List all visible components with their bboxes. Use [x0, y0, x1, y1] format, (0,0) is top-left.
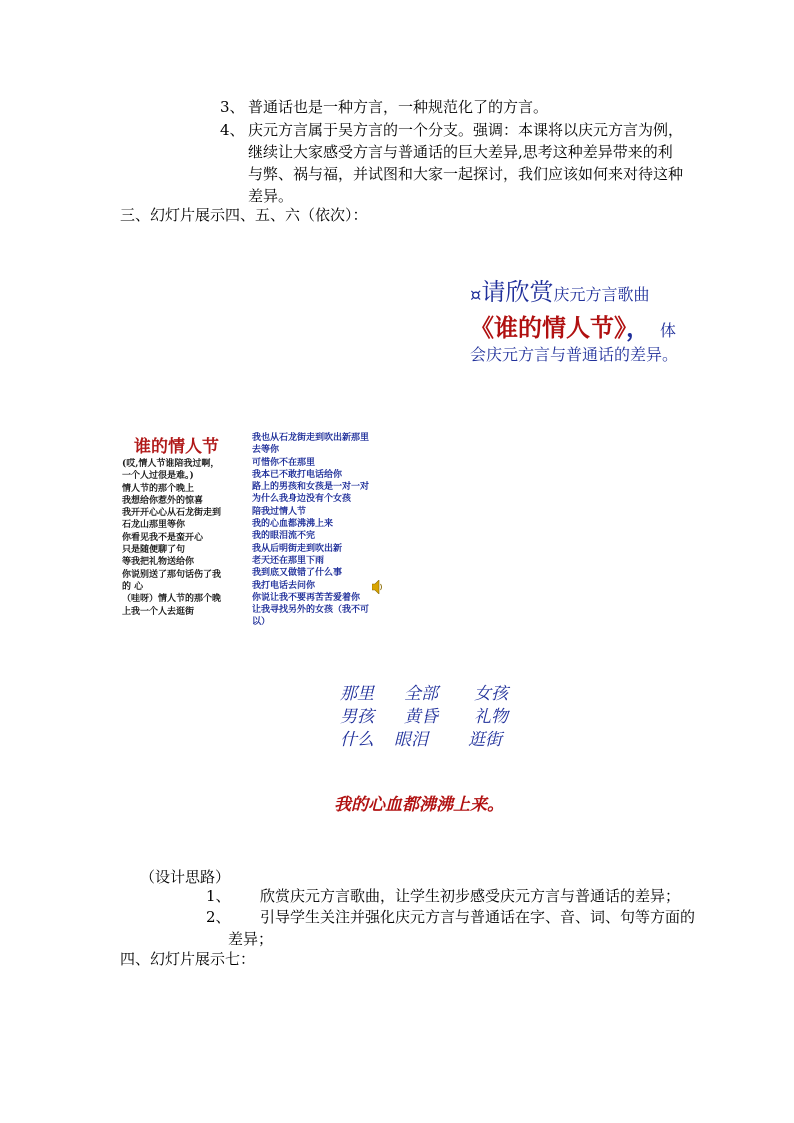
design-item-2-text: 引导学生关注并强化庆元方言与普通话在字、音、词、句等方面的 — [260, 908, 696, 926]
lyrics-left-column — [122, 458, 246, 618]
lyric-line: (哎,情人节谁陪我过啊， — [122, 459, 220, 469]
item-4-text-line-4: 差异。 — [248, 187, 294, 205]
lyric-line: 我到底又做错了什么事 — [252, 568, 343, 579]
lyric-line: 陪我过情人节 — [252, 506, 307, 517]
lyric-line: 去等你 — [252, 445, 280, 456]
slide-intro-lead-small: 庆元方言歌曲 — [553, 285, 650, 304]
slide-intro-lead: 请欣赏 — [481, 278, 554, 306]
lyrics-right-column — [252, 432, 402, 629]
song-title: 《谁的情人节》 — [470, 313, 626, 342]
lyric-line: 以） — [252, 617, 271, 628]
design-item-2 — [206, 906, 695, 928]
lyric-line: 我从后明街走到吹出新 — [252, 543, 343, 554]
lyric-line: 一个人过很是难。) — [122, 471, 194, 482]
speaker-icon[interactable] — [372, 580, 384, 594]
lyric-line: 我也从石龙街走到吹出新那里 — [252, 433, 370, 443]
lyric-line: 我的眼泪流不完 — [252, 531, 316, 542]
keyword-row-2 — [0, 705, 794, 729]
keyword-row-1 — [0, 682, 794, 706]
design-item-2-cont: 差异； — [228, 930, 274, 948]
design-item-1-text: 欣赏庆元方言歌曲，让学生初步感受庆元方言与普通话的差异； — [260, 887, 681, 905]
item-4-number: 4、 — [220, 121, 245, 139]
lyric-line: 老天还在那里下雨 — [252, 555, 325, 566]
lyric-line: 可惜你不在那里 — [252, 457, 316, 468]
item-3-number: 3、 — [220, 98, 245, 116]
keyword: 眼泪 — [394, 730, 428, 750]
lyric-line: 等我把礼物送给你 — [122, 557, 195, 568]
bullet-icon: ¤ — [470, 284, 482, 306]
lyric-line: 我开开心心从石龙街走到 — [122, 508, 222, 519]
keyword: 礼物 — [474, 707, 508, 727]
title-comma: ， — [626, 313, 650, 342]
lyric-line: 情人节的那个晚上 — [122, 483, 195, 494]
item-4 — [220, 119, 683, 141]
highlight-line: 我的心血都沸沸上来。 — [334, 795, 504, 815]
lyric-line: 为什么我身边没有个女孩 — [252, 494, 352, 505]
lyric-line: 石龙山那里等你 — [122, 520, 186, 531]
slide-intro-title-line — [470, 312, 676, 347]
section-3-heading: 三、幻灯片展示四、五、六（依次）： — [120, 206, 368, 224]
slide-intro-tail-1: 体 — [660, 321, 677, 340]
keyword: 全部 — [404, 684, 438, 704]
item-3-text: 普通话也是一种方言，一种规范化了的方言。 — [248, 98, 549, 116]
lyric-line: （哇呀）情人节的那个晚 — [122, 594, 222, 605]
lyric-line: 的 心 — [122, 581, 144, 592]
item-4-text-line-2: 继续让大家感受方言与普通话的巨大差异,思考这种差异带来的利 — [248, 143, 673, 161]
lyric-line: 你看见我不是蛮开心 — [122, 532, 204, 543]
slide-intro-tail-2: 会庆元方言与普通话的差异。 — [470, 345, 679, 364]
keyword-row-3 — [0, 728, 794, 752]
keyword: 女孩 — [474, 684, 508, 704]
design-item-1 — [206, 885, 680, 907]
lyric-line: 你说别送了那句话伤了我 — [122, 569, 222, 580]
slide-intro — [470, 276, 770, 308]
keyword: 男孩 — [340, 707, 374, 727]
design-item-1-number: 1、 — [206, 887, 231, 905]
section-4-heading: 四、幻灯片展示七： — [120, 950, 256, 968]
keyword: 什么 — [340, 730, 374, 750]
item-4-text-line-1: 庆元方言属于吴方言的一个分支。强调：本课将以庆元方言为例， — [248, 121, 684, 139]
item-4-text-line-3: 与弊、祸与福，并试图和大家一起探讨，我们应该如何来对待这种 — [248, 165, 684, 183]
lyric-line: 只是随便聊了句 — [122, 545, 186, 556]
lyric-line: 我打电话去问你 — [252, 580, 316, 591]
design-item-2-number: 2、 — [206, 908, 231, 926]
lyric-line: 路上的男孩和女孩是一对一对 — [252, 482, 370, 493]
lyric-line: 你说让我不要再苦苦爱着你 — [252, 592, 361, 603]
design-heading: （设计思路） — [140, 868, 231, 886]
lyric-line: 我想给你惹外的惊喜 — [122, 495, 204, 506]
lyric-line: 让我寻找另外的女孩（我不可 — [252, 605, 370, 616]
lyric-line: 我本已不敢打电话给你 — [252, 469, 343, 480]
lyrics-title: 谁的情人节 — [134, 437, 219, 457]
lyric-line: 我的心血都沸沸上来 — [252, 519, 334, 530]
lyric-line: 上我一个人去逛街 — [122, 606, 195, 617]
keyword: 黄昏 — [404, 707, 438, 727]
keyword: 逛街 — [468, 730, 502, 750]
keyword: 那里 — [340, 684, 374, 704]
item-3 — [220, 96, 548, 118]
